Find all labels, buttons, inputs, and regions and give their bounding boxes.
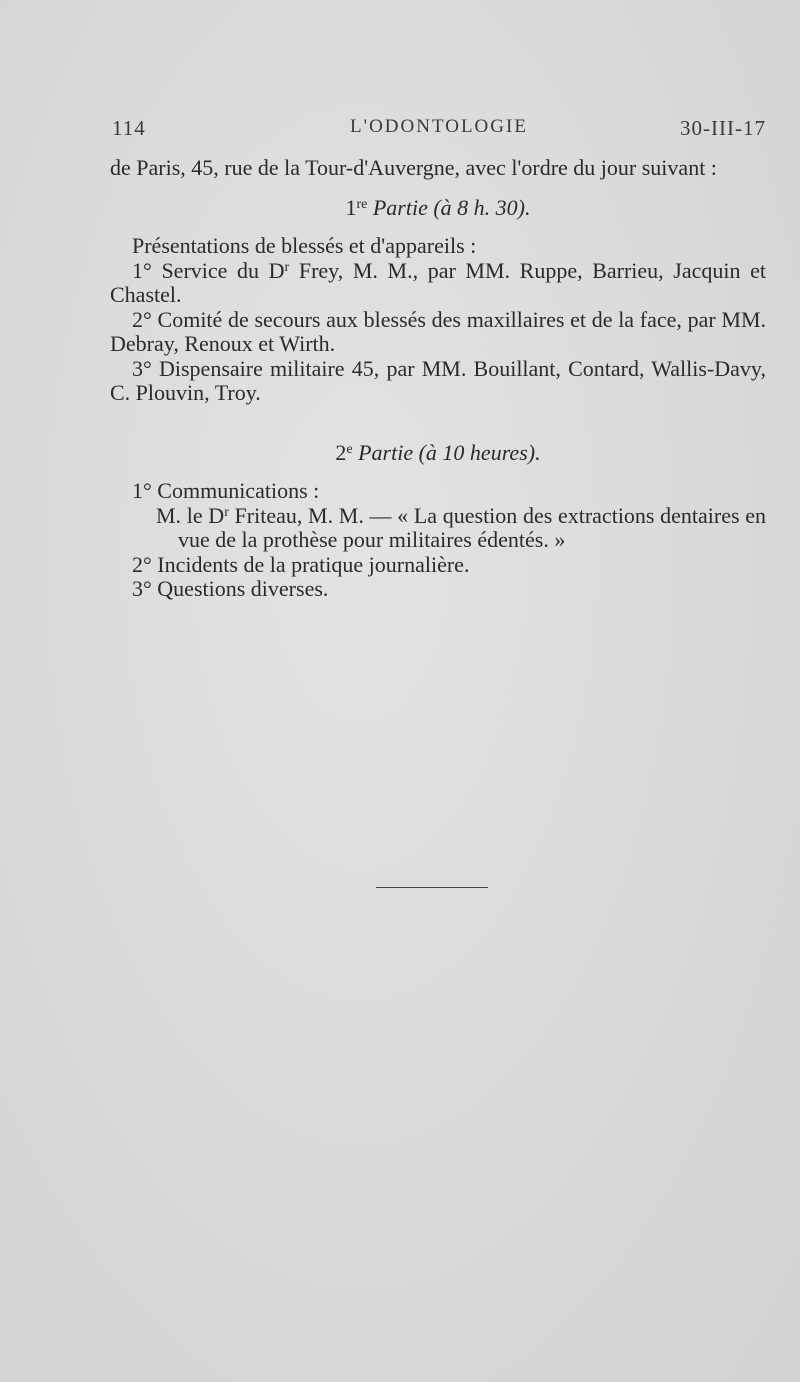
part1-heading-sup: re (356, 196, 368, 212)
part2-heading-sup: e (346, 441, 353, 457)
part2-communication-sup: r (224, 504, 229, 520)
part1-heading-ordinal: 1 (345, 194, 357, 220)
section-end-rule (376, 887, 488, 888)
part1-item-1-sup: r (284, 259, 290, 275)
intro-paragraph: de Paris, 45, rue de la Tour-d'Auvergne, avec l'ordre du jour suivant : (110, 155, 717, 180)
part2-item-1: 1° Communications : (132, 478, 320, 503)
part2-heading-ordinal: 2 (335, 439, 347, 465)
part1-heading-text: Partie (à 8 h. 30). (372, 194, 531, 220)
running-head (112, 116, 766, 146)
part1-item-1-post: Frey, M. M., par MM. Ruppe, Barrieu, Jacquin et Chastel. (110, 257, 766, 307)
part1-item-2 (110, 308, 766, 357)
part1-item-2-ordinal: 2° (132, 306, 152, 332)
part1-item-1 (110, 259, 766, 308)
part2-communication-post: Friteau, M. M. — « La question des extractions dentaires en vue de la prothèse pour militaires édentés. » (178, 502, 767, 552)
part2-heading (110, 441, 766, 466)
part1-item-3-ordinal: 3° (132, 355, 152, 381)
part2-item-3: 3° Questions diverses. (132, 576, 329, 601)
journal-title: L'ODONTOLOGIE (350, 116, 528, 137)
page-number: 114 (112, 116, 146, 140)
part2-heading-text: Partie (à 10 heures). (358, 439, 541, 465)
part1-subtitle: Présentations de blessés et d'appareils : (132, 233, 477, 258)
part2-item-2: 2° Incidents de la pratique journalière. (132, 551, 470, 577)
part1-item-3-text: Dispensaire militaire 45, par MM. Bouillant, Contard, Wallis-Davy, C. Plouvin, Troy. (110, 355, 766, 405)
part1-item-1-pre: Service du D (161, 257, 285, 283)
part1-item-1-ordinal: 1° (132, 257, 152, 283)
part1-heading (110, 196, 766, 221)
part2-communication-pre: M. le D (156, 502, 225, 528)
issue-date: 30-III-17 (680, 116, 766, 140)
body-text (110, 156, 766, 602)
part1-item-2-text: Comité de secours aux blessés des maxillaires et de la face, par MM. Debray, Renoux et Wirth. (110, 306, 767, 356)
part1-item-3 (110, 357, 766, 406)
part2-communication (110, 504, 766, 553)
